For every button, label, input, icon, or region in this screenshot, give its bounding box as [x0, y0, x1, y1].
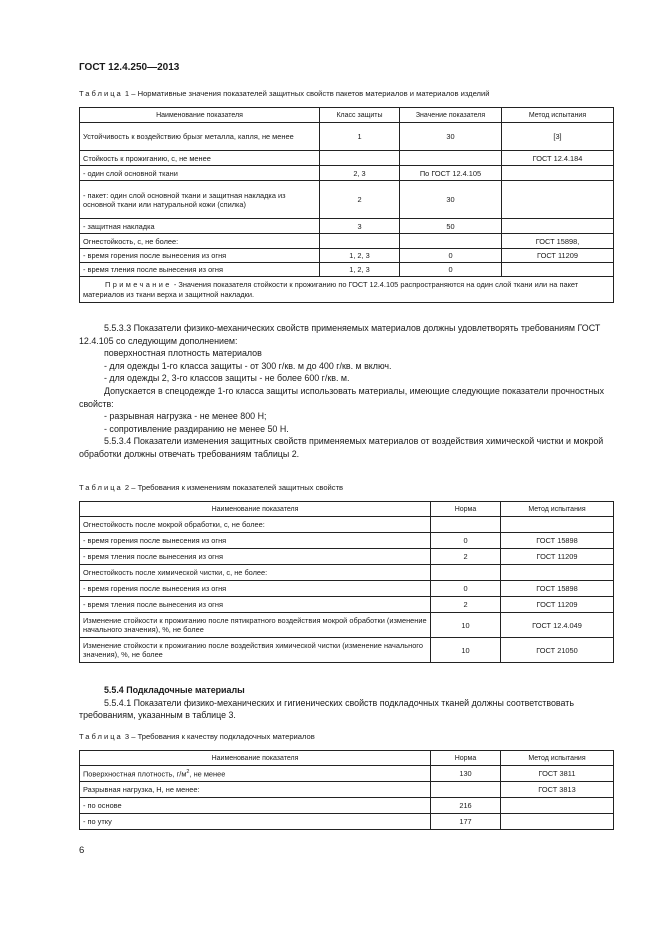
section-5533-text: [79, 322, 613, 461]
section-554: [79, 684, 613, 722]
table-cell: 30: [400, 181, 502, 219]
table-row: [80, 533, 614, 549]
table-cell: [502, 219, 614, 234]
table1-caption-number: 1: [124, 89, 130, 98]
table-row: [80, 263, 614, 277]
table1: [79, 107, 614, 303]
table-cell: ГОСТ 3813: [501, 782, 614, 798]
table-cell: 1: [320, 123, 400, 151]
table-cell: - время тления после вынесения из огня: [80, 549, 431, 565]
table1-caption-text: – Нормативные значения показателей защитных свойств пакетов материалов и материалов изделий: [131, 89, 490, 98]
table-row: [80, 234, 614, 249]
table1-note: [80, 277, 614, 303]
table-cell: 0: [431, 581, 501, 597]
table-cell: [502, 181, 614, 219]
table2: [79, 501, 614, 663]
table-row: [80, 782, 614, 798]
paragraph: - сопротивление раздиранию не менее 50 Н.: [104, 423, 289, 434]
table-cell: [320, 234, 400, 249]
table-cell: 2, 3: [320, 166, 400, 181]
table-row: [80, 219, 614, 234]
table-cell: - время тления после вынесения из огня: [80, 263, 320, 277]
table-cell: 10: [431, 613, 501, 638]
table-cell: ГОСТ 21050: [501, 638, 614, 663]
table-cell: - время горения после вынесения из огня: [80, 533, 431, 549]
section-heading: 5.5.4 Подкладочные материалы: [104, 685, 245, 695]
table-cell: Изменение стойкости к прожиганию после воздействия химической чистки (изменение начального значения), %, не более: [80, 638, 431, 663]
table2-header-row: [80, 502, 614, 517]
table-cell: 2: [431, 549, 501, 565]
table1-caption-word: Таблица: [79, 89, 123, 98]
table-row: [80, 814, 614, 830]
table-cell: 0: [400, 249, 502, 263]
table-cell: - по основе: [80, 798, 431, 814]
table1-header-cell: Наименование показателя: [80, 108, 320, 123]
table1-header-row: [80, 108, 614, 123]
table-cell: Устойчивость к воздействию брызг металла, капля, не менее: [80, 123, 320, 151]
table-cell: 0: [400, 263, 502, 277]
table1-header-cell: Класс защиты: [320, 108, 400, 123]
table-cell: Огнестойкость после мокрой обработки, с, не более:: [80, 517, 431, 533]
table-cell: 216: [431, 798, 501, 814]
table-cell: 3: [320, 219, 400, 234]
table-cell: [501, 517, 614, 533]
note-label: Примечание: [105, 279, 172, 289]
table2-caption: [79, 483, 343, 492]
table-cell: [400, 234, 502, 249]
table3-header-cell: Метод испытания: [501, 751, 614, 766]
note-text: - Значения показателя стойкости к прожиганию по ГОСТ 12.4.105 распространяются на один слой ткани или на пакет материалов из ткани верха и защитной накладки.: [83, 279, 579, 299]
table1-note-row: [80, 277, 614, 303]
table2-header-cell: Наименование показателя: [80, 502, 431, 517]
table-cell: [431, 782, 501, 798]
table-cell: - защитная накладка: [80, 219, 320, 234]
table1-header-cell: Метод испытания: [502, 108, 614, 123]
table3: [79, 750, 614, 830]
paragraph: - для одежды 2, 3-го классов защиты - не более 600 г/кв. м.: [104, 373, 350, 384]
table-cell: 1, 2, 3: [320, 249, 400, 263]
paragraph: 5.5.4.1 Показатели физико-механических и гигиенических свойств подкладочных тканей должны соответствовать требованиям, указанным в таблице 3.: [79, 697, 574, 721]
document-code-header: ГОСТ 12.4.250—2013: [79, 62, 180, 73]
table-cell: [431, 565, 501, 581]
table-cell: 30: [400, 123, 502, 151]
table-cell: ГОСТ 11209: [501, 549, 614, 565]
row-label-suffix: , не менее: [189, 769, 226, 779]
table-cell: - по утку: [80, 814, 431, 830]
table3-caption-text: – Требования к качеству подкладочных материалов: [131, 732, 315, 741]
paragraph: поверхностная плотность материалов: [104, 348, 262, 359]
table-cell: 1, 2, 3: [320, 263, 400, 277]
table-cell: - время горения после вынесения из огня: [80, 249, 320, 263]
paragraph: Допускается в спецодежде 1-го класса защиты использовать материалы, имеющие следующие показатели прочностных свойств:: [79, 385, 605, 409]
table3-caption-word: Таблица: [79, 732, 123, 741]
table-cell: - время тления после вынесения из огня: [80, 597, 431, 613]
table-cell: 177: [431, 814, 501, 830]
table2-header-cell: Норма: [431, 502, 501, 517]
table-cell: По ГОСТ 12.4.105: [400, 166, 502, 181]
table-cell: 2: [431, 597, 501, 613]
table-cell: [320, 151, 400, 166]
table-cell: Стойкость к прожиганию, с, не менее: [80, 151, 320, 166]
table-cell: [431, 517, 501, 533]
table-cell: [501, 798, 614, 814]
table-row: [80, 249, 614, 263]
table-cell: 2: [320, 181, 400, 219]
table-cell: 50: [400, 219, 502, 234]
superscript: 2: [186, 768, 190, 775]
table2-header-cell: Метод испытания: [501, 502, 614, 517]
table-row: [80, 181, 614, 219]
table-cell: - время горения после вынесения из огня: [80, 581, 431, 597]
paragraph: 5.5.3.4 Показатели изменения защитных свойств применяемых материалов от воздействия химической чистки и мокрой обработки должны отвечать требованиям таблицы 2.: [79, 436, 604, 459]
table-cell: ГОСТ 3811: [501, 766, 614, 782]
table-cell: 0: [431, 533, 501, 549]
table-cell: - один слой основной ткани: [80, 166, 320, 181]
table-row: [80, 581, 614, 597]
table-cell: 130: [431, 766, 501, 782]
page-number: 6: [79, 845, 85, 856]
table2-caption-number: 2: [124, 483, 130, 492]
table-row: [80, 166, 614, 181]
table-cell: ГОСТ 15898: [501, 533, 614, 549]
table-cell: [400, 151, 502, 166]
paragraph: - для одежды 1-го класса защиты - от 300 г/кв. м до 400 г/кв. м включ.: [104, 360, 392, 371]
table-row: [80, 517, 614, 533]
table-cell: [502, 166, 614, 181]
table-cell: - пакет: один слой основной ткани и защитная накладка из основной ткани или натуральной кожи (спилка): [80, 181, 320, 219]
table3-caption-number: 3: [124, 732, 130, 741]
table2-caption-text: – Требования к изменениям показателей защитных свойств: [131, 483, 344, 492]
table1-header-cell: Значение показателя: [400, 108, 502, 123]
paragraph: - разрывная нагрузка - не менее 800 Н;: [104, 411, 267, 422]
table-cell: ГОСТ 12.4.184: [502, 151, 614, 166]
table-row: [80, 638, 614, 663]
table-row: [80, 597, 614, 613]
table-row: [80, 766, 614, 782]
table-cell: [501, 565, 614, 581]
table-cell: Огнестойкость после химической чистки, с, не более:: [80, 565, 431, 581]
table-row: [80, 151, 614, 166]
table3-header-cell: Наименование показателя: [80, 751, 431, 766]
table-cell: [3]: [502, 123, 614, 151]
table1-caption: [79, 89, 489, 98]
paragraph: 5.5.3.3 Показатели физико-механических свойств применяемых материалов должны удовлетворять требованиям ГОСТ 12.4.105 со следующим дополнением:: [79, 323, 601, 346]
table3-header-row: [80, 751, 614, 766]
table3-caption: [79, 732, 315, 741]
table-row: [80, 613, 614, 638]
table2-caption-word: Таблица: [79, 483, 123, 492]
table-row: [80, 565, 614, 581]
table3-header-cell: Норма: [431, 751, 501, 766]
table-cell: Разрывная нагрузка, Н, не менее:: [80, 782, 431, 798]
table-cell: Огнестойкость, с, не более:: [80, 234, 320, 249]
table-row: [80, 549, 614, 565]
table-cell: Изменение стойкости к прожиганию после пятикратного воздействия мокрой обработки (изменение начального значения), %, не более: [80, 613, 431, 638]
table-cell: ГОСТ 11209: [502, 249, 614, 263]
table-cell: ГОСТ 15898,: [502, 234, 614, 249]
table-cell: ГОСТ 11209: [501, 597, 614, 613]
table-cell: ГОСТ 12.4.049: [501, 613, 614, 638]
table-cell: 10: [431, 638, 501, 663]
table-cell: [80, 766, 431, 782]
table-cell: ГОСТ 15898: [501, 581, 614, 597]
table-row: [80, 798, 614, 814]
row-label: Поверхностная плотность, г/м: [83, 769, 187, 779]
table-cell: [502, 263, 614, 277]
table-row: [80, 123, 614, 151]
table-cell: [501, 814, 614, 830]
